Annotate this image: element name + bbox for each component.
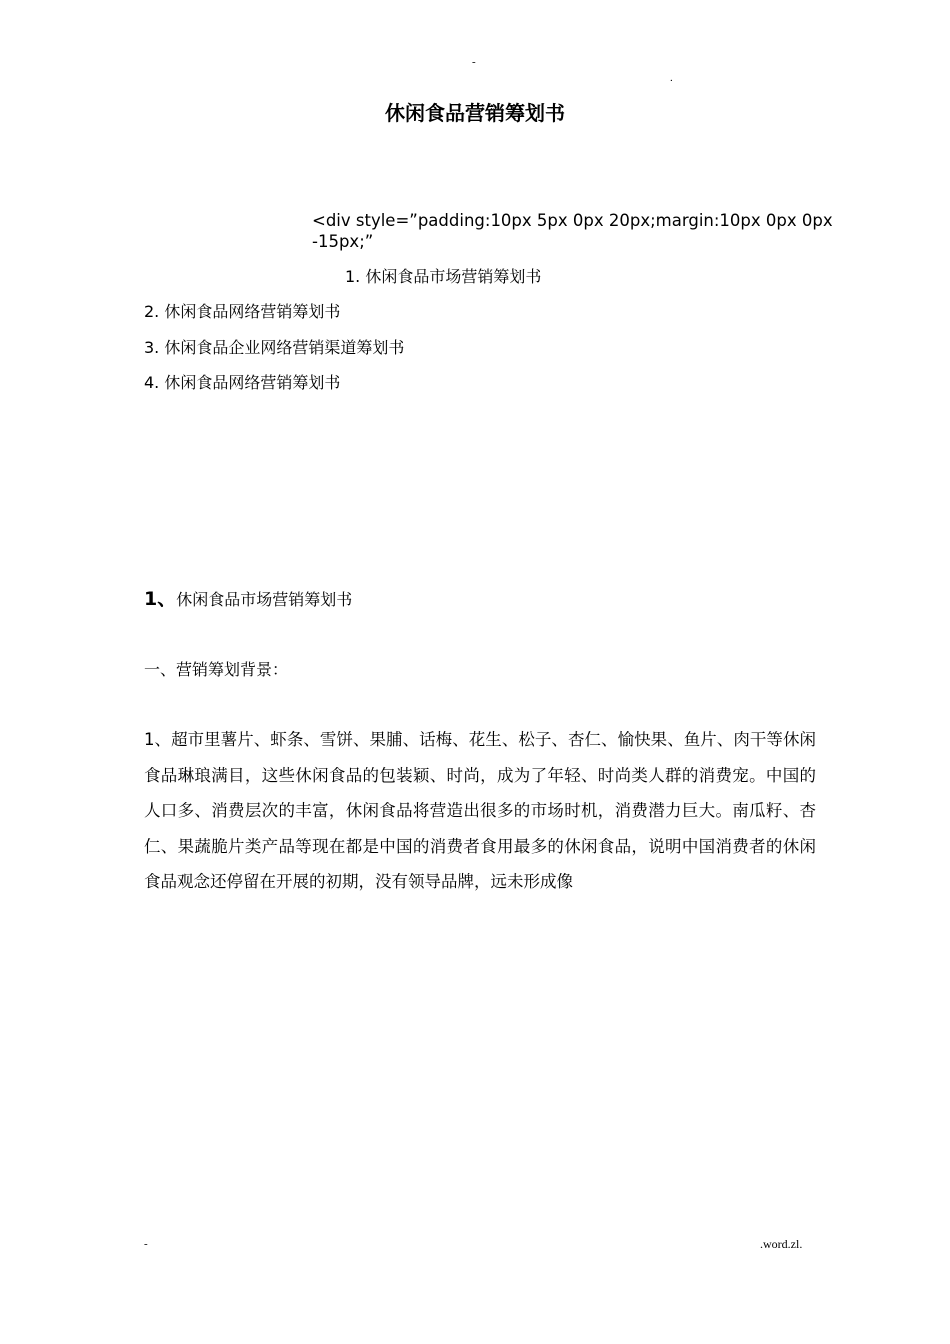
section-number: 1、 [144,588,177,610]
document-title: 休闲食品营销筹划书 [385,101,565,125]
section-title: 休闲食品市场营销筹划书 [176,590,353,609]
footer-mark-left: - [144,1238,148,1250]
header-mark-right: . [670,72,673,84]
code-snippet-text: <div style=”padding:10px 5px 0px 20px;margin:10px 0px 0px -15px;” [312,211,833,251]
toc-item-1: 1. 休闲食品市场营销筹划书 [345,267,542,286]
header-mark-left: - [472,56,476,68]
section-heading [144,584,352,611]
toc-item-3: 3. 休闲食品企业网络营销渠道筹划书 [144,338,405,357]
toc-item-2: 2. 休闲食品网络营销筹划书 [144,302,341,321]
footer-watermark: .word.zl. [760,1237,803,1251]
subsection-heading: 一、营销筹划背景： [144,660,289,679]
body-paragraph: 1、超市里薯片、虾条、雪饼、果脯、话梅、花生、松子、杏仁、愉快果、鱼片、肉干等休闲食品琳琅满目，这些休闲食品的包装颖、时尚，成为了年轻、时尚类人群的消费宠。中国的人口多、消费层次的丰富，休闲食品将营造出很多的市场时机，消费潜力巨大。南瓜籽、杏仁、果蔬脆片类产品等现在都是中国的消费者食用最多的休闲食品，说明中国消费者的休闲食品观念还停留在开展的初期，没有领导品牌，远未形成像 [144,730,816,891]
toc-item-4: 4. 休闲食品网络营销筹划书 [144,373,341,392]
